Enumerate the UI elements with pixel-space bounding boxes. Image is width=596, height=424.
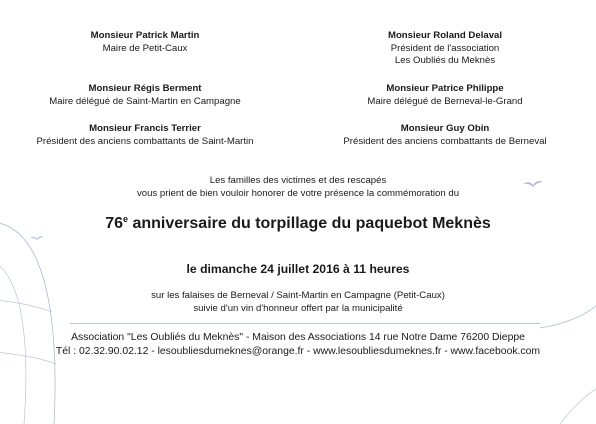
signatory-name: Monsieur Roland Delaval xyxy=(387,30,503,41)
signatory-title: Maire délégué de Berneval-le-Grand xyxy=(367,95,523,107)
event-date: le dimanche 24 juillet 2016 à 11 heures xyxy=(186,262,410,276)
signatory-name: Monsieur Guy Obin xyxy=(400,123,490,134)
association-address: Association "Les Oubliés du Meknès" - Maison des Associations 14 rue Notre Dame 76200 Dieppe xyxy=(71,332,525,343)
seagull-icon xyxy=(30,236,44,240)
signatory-title: Maire délégué de Saint-Martin en Campagne xyxy=(49,95,241,107)
reception-line: suivie d'un vin d'honneur offert par la municipalité xyxy=(193,302,403,314)
event-title xyxy=(0,214,596,233)
signatory-title: Président des anciens combattants de Saint-Martin xyxy=(36,135,254,147)
signatory-title: Maire de Petit-Caux xyxy=(102,42,188,54)
signatory-title: Président des anciens combattants de Berneval xyxy=(343,135,547,147)
signatory-title: Président de l'association xyxy=(390,42,500,54)
place-line: sur les falaises de Berneval / Saint-Martin en Campagne (Petit-Caux) xyxy=(151,290,445,301)
signatory-title: Les Oubliés du Meknès xyxy=(394,55,496,67)
signatory-name: Monsieur Patrick Martin xyxy=(90,30,200,41)
association-footer xyxy=(0,331,596,358)
signatory-name: Monsieur Francis Terrier xyxy=(89,123,201,134)
globe-outline xyxy=(0,222,55,424)
signatory-name: Monsieur Patrice Philippe xyxy=(386,83,504,94)
title-text: anniversaire du torpillage du paquebot Meknès xyxy=(128,215,491,232)
event-place xyxy=(0,290,596,315)
intro-line: Les familles des victimes et des rescapés xyxy=(209,175,387,186)
title-ordinal-suffix: e xyxy=(123,214,129,224)
invitation-intro xyxy=(0,175,596,200)
signatory-regis-berment xyxy=(0,83,290,108)
curved-line-right-bottom xyxy=(560,384,596,424)
intro-line: vous prient de bien vouloir honorer de votre présence la commémoration du xyxy=(136,187,460,199)
contact-line: Tél : 02.32.90.02.12 - lesoubliesdumeknes@orange.fr - www.lesoubliesdumeknes.fr - www.facebook.com xyxy=(55,345,541,357)
title-number: 76 xyxy=(105,215,124,232)
divider xyxy=(70,323,540,324)
signatory-francis-terrier xyxy=(0,123,290,148)
signatory-roland-delaval xyxy=(300,30,590,68)
signatory-guy-obin xyxy=(300,123,590,148)
signatory-name: Monsieur Régis Berment xyxy=(88,83,202,94)
signatory-patrice-philippe xyxy=(300,83,590,108)
signatory-patrick-martin xyxy=(0,30,290,55)
